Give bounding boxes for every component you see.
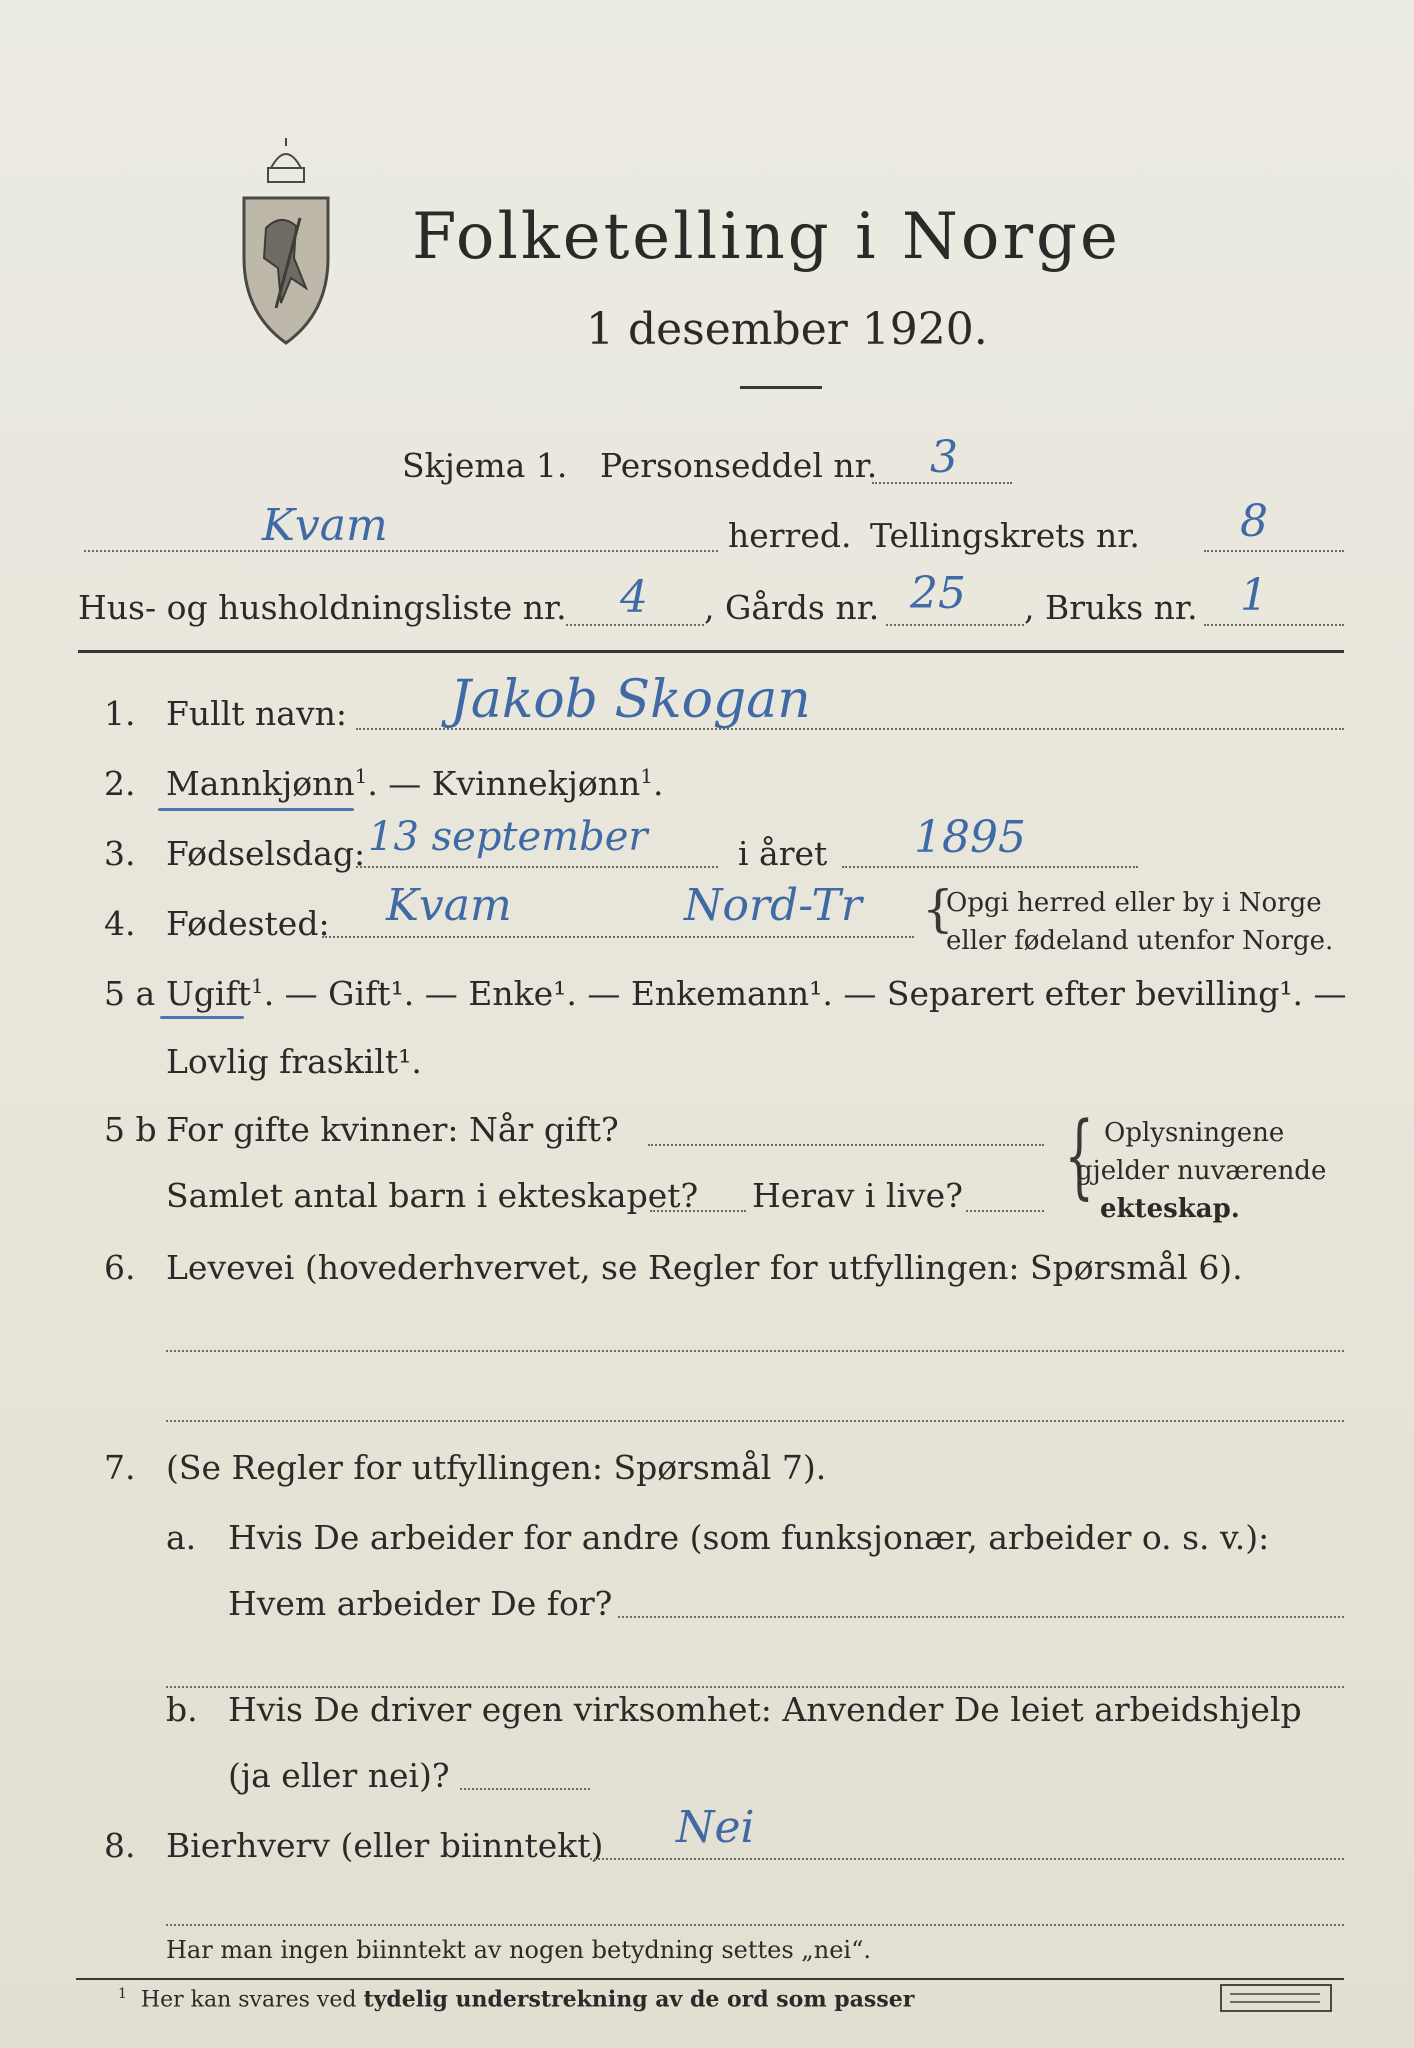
q5a-number: 5 a xyxy=(104,974,156,1013)
q4-brace: { xyxy=(922,880,954,938)
birthplace-value-a: Kvam xyxy=(386,880,512,931)
birthday-value: 13 september xyxy=(368,814,648,860)
personseddel-label: Personseddel nr. xyxy=(600,446,878,485)
page-title: Folketelling i Norge xyxy=(412,200,1121,274)
hired-help-field[interactable] xyxy=(460,1788,590,1790)
footnote: $^1$ Her kan svares ved tydelig understrekning av de ord som passer xyxy=(118,1986,915,2013)
employer-field-2[interactable] xyxy=(166,1686,1344,1688)
children-count-field[interactable] xyxy=(650,1210,746,1212)
q6-label: Levevei (hovederhvervet, se Regler for utfyllingen: Spørsmål 6). xyxy=(166,1248,1243,1287)
q3-label: Fødselsdag: xyxy=(166,834,366,873)
q7-number: 7. xyxy=(104,1448,136,1487)
side-income-value: Nei xyxy=(676,1802,755,1853)
gards-value: 25 xyxy=(910,568,966,619)
q5b-herav: Herav i live? xyxy=(752,1176,963,1215)
q7-label: (Se Regler for utfyllingen: Spørsmål 7). xyxy=(166,1448,827,1487)
herred-label: herred. xyxy=(728,516,852,555)
male-underline xyxy=(158,808,354,811)
note-text: Har man ingen biinntekt av nogen betydning settes „nei“. xyxy=(166,1936,871,1964)
q7a-number: a. xyxy=(166,1518,197,1557)
q2-male-option[interactable]: Mannkjønn xyxy=(166,764,355,803)
bruks-field[interactable] xyxy=(1204,624,1344,626)
side-income-field-2[interactable] xyxy=(166,1924,1344,1926)
q5b-note-3: ekteskap. xyxy=(1100,1194,1240,1224)
q7b-number: b. xyxy=(166,1690,198,1729)
q7a-label: Hvis De arbeider for andre (som funksjonær, arbeider o. s. v.): xyxy=(228,1518,1270,1557)
birthplace-field[interactable] xyxy=(322,936,914,938)
tellingskrets-value: 8 xyxy=(1240,496,1268,547)
q6-number: 6. xyxy=(104,1248,136,1287)
footer-divider xyxy=(76,1978,1344,1980)
herred-value: Kvam xyxy=(262,500,388,551)
herred-field[interactable] xyxy=(84,550,718,552)
birthday-field[interactable] xyxy=(356,866,718,868)
q5b-brace: { xyxy=(1064,1102,1094,1209)
tellingskrets-field[interactable] xyxy=(1204,550,1344,552)
printer-stamp-icon xyxy=(1220,1984,1332,2014)
husliste-value: 4 xyxy=(620,572,648,623)
occupation-field-2[interactable] xyxy=(166,1420,1344,1422)
ugift-underline xyxy=(160,1016,244,1019)
q5a-ugift-option[interactable]: Ugift xyxy=(166,974,251,1013)
q7b-label: Hvis De driver egen virksomhet: Anvender De leiet arbeidshjelp xyxy=(228,1690,1302,1729)
q1-label: Fullt navn: xyxy=(166,694,347,733)
q3-number: 3. xyxy=(104,834,136,873)
q5b-line2: Samlet antal barn i ekteskapet? xyxy=(166,1176,699,1215)
q3-year-label: i året xyxy=(738,834,828,873)
husliste-field[interactable] xyxy=(566,624,704,626)
q2-number: 2. xyxy=(104,764,136,803)
married-when-field[interactable] xyxy=(648,1144,1044,1146)
children-alive-field[interactable] xyxy=(966,1210,1044,1212)
coat-of-arms-icon xyxy=(236,138,336,348)
q5b-note-1: Oplysningene xyxy=(1104,1118,1285,1148)
occupation-field-1[interactable] xyxy=(166,1350,1344,1352)
q5a-line2: Lovlig fraskilt¹. xyxy=(166,1042,422,1081)
q4-label: Fødested: xyxy=(166,904,330,943)
full-name-value: Jakob Skogan xyxy=(450,670,811,730)
q5a-options: Ugift$^1$. — Gift¹. — Enke¹. — Enkemann¹. — Separert efter bevilling¹. — xyxy=(166,974,1347,1013)
q8-label: Bierhverv (eller biinntekt) xyxy=(166,1826,604,1865)
husliste-label: Hus- og husholdningsliste nr. xyxy=(78,588,567,627)
q5b-number: 5 b xyxy=(104,1110,157,1149)
gards-field[interactable] xyxy=(886,624,1024,626)
tellingskrets-label: Tellingskrets nr. xyxy=(870,516,1140,555)
q5b-label: For gifte kvinner: Når gift? xyxy=(166,1110,619,1149)
bruks-label: , Bruks nr. xyxy=(1024,588,1198,627)
birthplace-value-b: Nord-Tr xyxy=(684,880,862,931)
skjema-label: Skjema 1. xyxy=(402,446,568,485)
q2-female-option[interactable]: Kvinnekjønn xyxy=(431,764,641,803)
employer-field[interactable] xyxy=(618,1616,1344,1618)
title-divider xyxy=(740,386,822,389)
birth-year-value: 1895 xyxy=(914,812,1026,863)
q5b-note-2: gjelder nuværende xyxy=(1076,1156,1327,1186)
page-date: 1 desember 1920. xyxy=(586,304,988,355)
bruks-value: 1 xyxy=(1240,570,1268,621)
q1-number: 1. xyxy=(104,694,136,733)
q4-note-2: eller fødeland utenfor Norge. xyxy=(946,926,1334,956)
q2-options: Mannkjønn$^1$. — Kvinnekjønn$^1$. xyxy=(166,764,664,803)
q8-number: 8. xyxy=(104,1826,136,1865)
personseddel-value: 3 xyxy=(930,432,958,483)
q4-number: 4. xyxy=(104,904,136,943)
q7b-line2: (ja eller nei)? xyxy=(228,1756,450,1795)
header-divider xyxy=(78,650,1344,653)
side-income-field[interactable] xyxy=(590,1858,1344,1860)
q4-note-1: Opgi herred eller by i Norge xyxy=(946,888,1322,918)
gards-label: , Gårds nr. xyxy=(704,588,880,627)
birth-year-field[interactable] xyxy=(842,866,1138,868)
q7a-line2: Hvem arbeider De for? xyxy=(228,1584,613,1623)
